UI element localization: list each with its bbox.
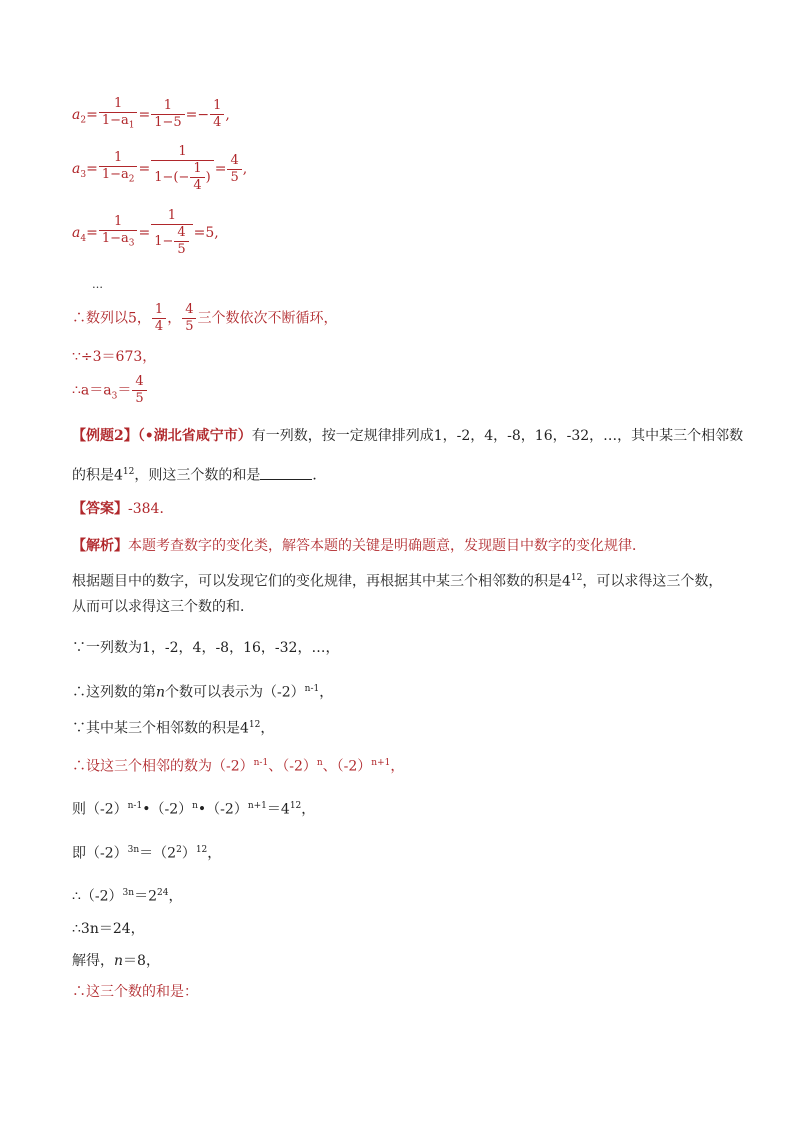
step-8: ∴3n＝24， (72, 921, 145, 937)
den-text: ) (205, 170, 211, 185)
fraction (151, 144, 214, 194)
cycle-line (72, 302, 337, 335)
den-text: 1−a (101, 231, 129, 247)
superscript: 12 (289, 801, 302, 811)
text: 的积是4 (72, 467, 123, 484)
text: 、（-2） (268, 758, 317, 775)
analysis-line2 (72, 569, 722, 591)
numerator: 1 (167, 208, 177, 223)
step-9 (72, 952, 160, 970)
step-3 (72, 716, 274, 738)
fraction (99, 150, 138, 188)
subscript: 2 (128, 174, 135, 185)
fraction (151, 208, 192, 258)
step-6 (72, 841, 221, 863)
text: •（-2） (142, 801, 193, 818)
denominator: 5 (227, 169, 241, 186)
numerator: 1 (213, 98, 222, 114)
subscript: 1 (128, 120, 135, 131)
var-a: a (72, 161, 81, 177)
var-n: n (156, 684, 166, 701)
ellipsis: … (92, 278, 103, 291)
subscript: 4 (80, 233, 87, 244)
denominator: 1−5 (151, 114, 184, 131)
text: ， (301, 801, 316, 818)
superscript: 2 (176, 845, 182, 855)
nested-fraction (190, 161, 204, 194)
text: ，可以求得这三个数， (582, 573, 723, 590)
superscript: 12 (122, 467, 135, 477)
step-1: ∵一列数为1，-2，4，-8，16，-32，…， (72, 640, 340, 656)
text: ） (181, 845, 196, 862)
text: 本题考查数字的变化类，解答本题的关键是明确题意，发现题目中数字的变化规律． (128, 538, 646, 554)
superscript: 24 (157, 888, 169, 898)
division-line: ∵÷3＝673， (72, 349, 157, 365)
subscript: 3 (80, 169, 87, 180)
denominator: 4 (210, 114, 224, 131)
fraction (132, 374, 146, 407)
text: ， (390, 758, 405, 775)
numerator: 4 (230, 152, 239, 168)
subscript: 3 (128, 238, 135, 249)
denominator: 4 (152, 318, 166, 335)
numerator: 1 (178, 144, 187, 159)
example2-line2 (72, 463, 326, 485)
text: ，则这三个数的和是 (134, 467, 261, 484)
superscript: 12 (248, 720, 261, 730)
formula-a4 (72, 208, 219, 258)
numerator: 4 (135, 374, 144, 389)
denominator: 5 (174, 241, 188, 258)
superscript: n-1 (253, 758, 269, 768)
superscript: 12 (195, 845, 208, 855)
comma: , (225, 106, 230, 123)
comma: , (242, 161, 248, 177)
text: ， (319, 684, 334, 701)
denominator: 4 (190, 177, 204, 194)
var-a: a (72, 106, 81, 123)
fraction (151, 98, 184, 131)
equals-sign: = (86, 225, 98, 241)
superscript: 12 (570, 573, 583, 583)
fraction (182, 302, 196, 335)
equals-sign: = (138, 161, 151, 177)
text: ， (260, 720, 275, 737)
equals-sign: = (86, 106, 98, 123)
result-text: =5, (193, 225, 219, 241)
equals-sign: ＝ (117, 382, 132, 399)
answer-blank (260, 467, 312, 480)
analysis-tag: 【解析】 (72, 538, 128, 554)
formula-a2 (72, 96, 230, 134)
formula-a3 (72, 144, 247, 194)
den-text: 1−(− (154, 170, 190, 185)
fraction (227, 153, 241, 186)
text: ∴a＝a (72, 382, 112, 399)
superscript: n+1 (247, 801, 267, 811)
numerator: 4 (185, 302, 194, 317)
text: ∴（-2） (72, 888, 123, 905)
denominator (151, 224, 192, 258)
numerator: 1 (154, 302, 164, 317)
step-7 (72, 884, 182, 906)
numerator: 1 (163, 98, 173, 114)
text: ＝（2 (139, 845, 177, 862)
den-text: 1−a (101, 167, 129, 183)
step-2 (72, 680, 333, 702)
fraction (99, 214, 138, 252)
comma: ， (167, 310, 182, 327)
fraction (152, 302, 166, 335)
text: ， (168, 888, 183, 905)
var-a: a (72, 225, 81, 241)
text: ． (312, 467, 327, 484)
final-line (72, 374, 148, 407)
step-4 (72, 754, 404, 776)
text: 个数可以表示为（-2） (165, 684, 305, 701)
denominator: 5 (132, 390, 146, 407)
analysis-line1 (72, 537, 646, 555)
denominator: 5 (182, 318, 196, 335)
step-5 (72, 797, 315, 819)
text: 三个数依次不断循环， (197, 310, 338, 327)
nested-fraction (174, 225, 188, 258)
superscript: 3n (122, 888, 135, 898)
example-tag: 【例题2】 (72, 428, 138, 444)
subscript: 3 (111, 391, 118, 402)
denominator (99, 166, 138, 188)
denominator (151, 160, 214, 194)
superscript: n (316, 758, 323, 768)
text: 有一列数，按一定规律排列成1，-2，4，-8，16，-32，…，其中某三个相邻数 (251, 428, 744, 444)
numerator: 4 (177, 225, 186, 240)
text: •（-2） (197, 801, 248, 818)
fraction (210, 98, 224, 131)
numerator: 1 (114, 96, 123, 111)
text: ＝4 (266, 801, 290, 818)
text: ∴数列以5， (72, 310, 151, 327)
superscript: n-1 (127, 801, 143, 811)
text: 解得， (72, 953, 114, 969)
answer-tag: 【答案】 (72, 501, 128, 517)
denominator (99, 230, 138, 252)
numerator: 1 (114, 214, 123, 230)
equals-sign: = (185, 106, 198, 123)
equals-sign: = (138, 225, 151, 241)
fraction (99, 96, 138, 134)
text: ∴这列数的第 (72, 684, 156, 701)
denominator (99, 112, 138, 134)
superscript: n-1 (304, 684, 320, 694)
minus-sign: − (197, 106, 210, 123)
den-text: 1− (154, 234, 174, 249)
text: ＝2 (134, 888, 157, 905)
superscript: 3n (127, 845, 140, 855)
superscript: n (192, 801, 198, 811)
answer-line (72, 500, 173, 518)
example2-line1 (72, 427, 743, 445)
text: ∵其中某三个相邻数的积是4 (72, 720, 249, 737)
numerator: 1 (193, 161, 202, 176)
subscript: 2 (80, 115, 87, 126)
step-10: ∴这三个数的和是： (72, 984, 198, 1000)
text: ， (207, 845, 222, 862)
text: 则（-2） (72, 801, 128, 818)
text: 、（-2） (322, 758, 372, 775)
text: ＝8， (123, 953, 160, 969)
equals-sign: = (138, 106, 151, 123)
den-text: 1−a (101, 113, 129, 128)
equals-sign: = (86, 161, 98, 177)
equals-sign: = (214, 161, 227, 177)
superscript: n+1 (371, 758, 391, 768)
text: 根据题目中的数字，可以发现它们的变化规律，再根据其中某三个相邻数的积是4 (72, 573, 571, 590)
analysis-line3: 从而可以求得这三个数的和． (72, 599, 254, 615)
text: 即（-2） (72, 845, 128, 862)
answer-value: -384． (128, 501, 174, 517)
numerator: 1 (114, 150, 123, 166)
text: ∴设这三个相邻的数为（-2） (72, 758, 254, 775)
var-n: n (114, 953, 124, 969)
example-source: （•湖北省咸宁市） (137, 428, 252, 444)
